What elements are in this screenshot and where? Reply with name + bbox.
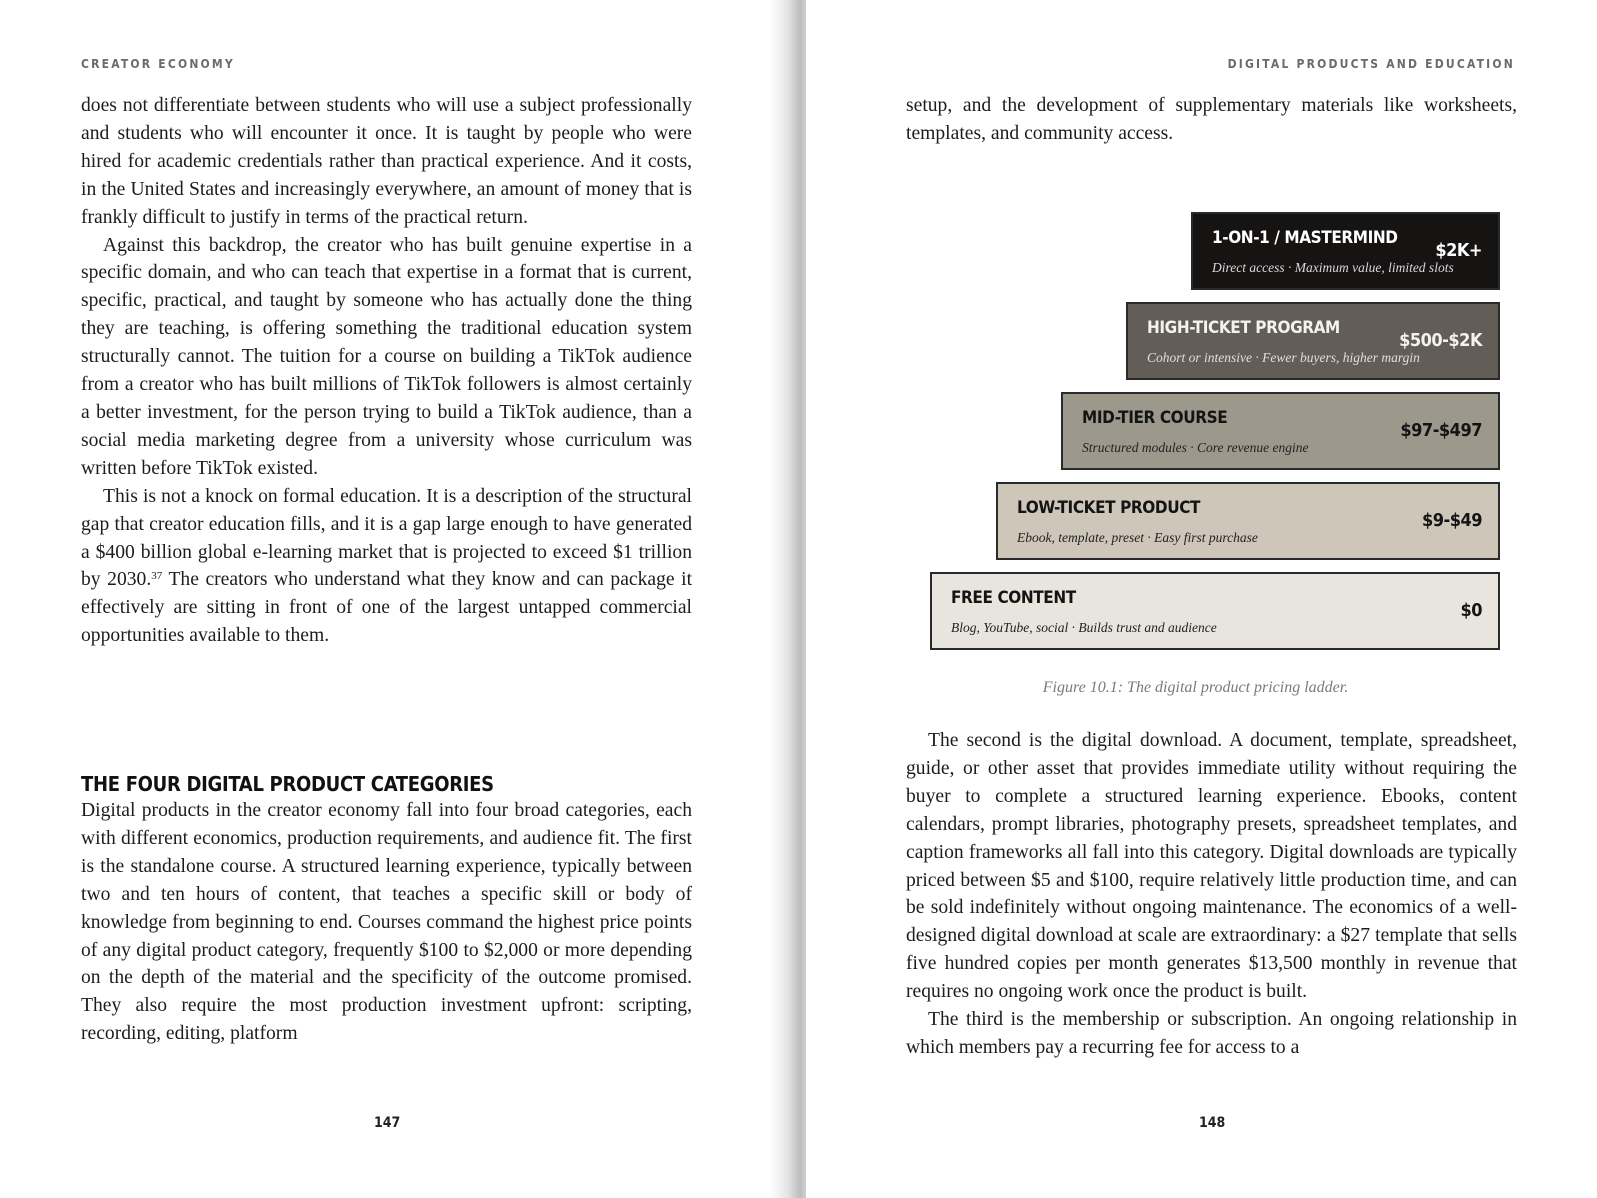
- body-text: [81, 797, 692, 1048]
- pricing-ladder-figure: [806, 0, 1597, 700]
- paragraph: Against this backdrop, the creator who has built genuine expertise in a specific domain, and who can teach that expertise in a format that is current, specific, practical, and taught by someone who has actually done the thing they are teaching, is offering something the traditional education system structurally cannot. The tuition for a course on building a TikTok audience from a creator who has built millions of TikTok followers is almost certainly a better investment, for the person trying to build a TikTok audience, than a social media marketing degree from a university whose curriculum was written before TikTok existed.: [81, 234, 692, 479]
- step-description: Cohort or intensive · Fewer buyers, higher margin: [1147, 350, 1420, 365]
- step-price: $2K+: [1435, 240, 1482, 261]
- step-title: HIGH-TICKET PROGRAM: [1147, 318, 1340, 338]
- paragraph: [81, 483, 692, 650]
- body-text: [906, 727, 1517, 1062]
- left-page: [0, 0, 790, 1198]
- step-title: FREE CONTENT: [951, 588, 1076, 608]
- ladder-step-high-ticket: [1126, 302, 1500, 380]
- section-heading: THE FOUR DIGITAL PRODUCT CATEGORIES: [81, 772, 494, 796]
- body-text: [81, 92, 692, 650]
- step-description: Direct access · Maximum value, limited slots: [1212, 260, 1454, 275]
- ladder-step-mastermind: [1191, 212, 1500, 290]
- step-description: Ebook, template, preset · Easy first purchase: [1017, 530, 1258, 545]
- ladder-step-mid-tier: [1061, 392, 1500, 470]
- paragraph-text: The creators who understand what they know and can package it effectively are sitting in front of one of the largest untapped commercial opportunities available to them.: [81, 569, 693, 647]
- right-page: [806, 0, 1597, 1198]
- ladder-step-free-content: [930, 572, 1500, 650]
- ladder-step-low-ticket: [996, 482, 1500, 560]
- step-price: $0: [1460, 600, 1482, 621]
- paragraph: Digital products in the creator economy fall into four broad categories, each with different economics, production requirements, and audience fit. The first is the standalone course. A structured learning experience, typically between two and ten hours of content, that teaches a specific skill or body of knowledge from beginning to end. Courses command the highest price points of any digital product category, frequently $100 to $2,000 or more depending on the depth of the material and the specificity of the outcome promised. They also require the most production investment upfront: scripting, recording, editing, platform: [81, 800, 692, 1045]
- step-title: MID-TIER COURSE: [1082, 408, 1228, 428]
- step-price: $500-$2K: [1399, 330, 1482, 351]
- step-description: Structured modules · Core revenue engine: [1082, 440, 1309, 455]
- paragraph: setup, and the development of supplementary materials like worksheets, templates, and community access.: [906, 95, 1517, 144]
- paragraph: does not differentiate between students who will use a subject professionally and students who will encounter it once. It is taught by people who were hired for academic credentials rather than practical experience. And it costs, in the United States and increasingly everywhere, an amount of money that is frankly difficult to justify in terms of the practical return.: [81, 95, 692, 228]
- step-description: Blog, YouTube, social · Builds trust and audience: [951, 620, 1217, 635]
- page-number: 147: [374, 1115, 401, 1131]
- paragraph-text: This is not a knock on formal education. It is a description of the structural gap that creator education fills, and it is a gap large enough to have generated a $400 billion global e-learning market that is projected to exceed $1 trillion by 2030.: [81, 485, 692, 591]
- page-number: 148: [1199, 1115, 1226, 1131]
- step-price: $9-$49: [1421, 510, 1482, 531]
- paragraph: The second is the digital download. A document, template, spreadsheet, guide, or other asset that provides immediate utility without requiring the buyer to complete a structured learning experience. Ebooks, content calendars, prompt libraries, photography presets, spreadsheet templates, and caption frameworks all fall into this category. Digital downloads are typically priced between $5 and $100, require relatively little production time, and can be sold indefinitely without ongoing maintenance. The economics of a well-designed digital download at scale are extraordinary: a $27 template that sells five hundred copies per month generates $13,500 monthly in revenue that requires no ongoing work once the product is built.: [906, 730, 1517, 1003]
- footnote-reference[interactable]: 37: [151, 570, 163, 583]
- step-title: LOW-TICKET PRODUCT: [1017, 498, 1201, 518]
- step-title: 1-ON-1 / MASTERMIND: [1212, 228, 1398, 248]
- running-head: DIGITAL PRODUCTS AND EDUCATION: [1227, 57, 1515, 71]
- running-head: CREATOR ECONOMY: [81, 57, 235, 71]
- paragraph: The third is the membership or subscription. An ongoing relationship in which members pay a recurring fee for access to a: [906, 1009, 1517, 1058]
- step-price: $97-$497: [1400, 420, 1482, 441]
- figure-caption: Figure 10.1: The digital product pricing ladder.: [1042, 679, 1349, 696]
